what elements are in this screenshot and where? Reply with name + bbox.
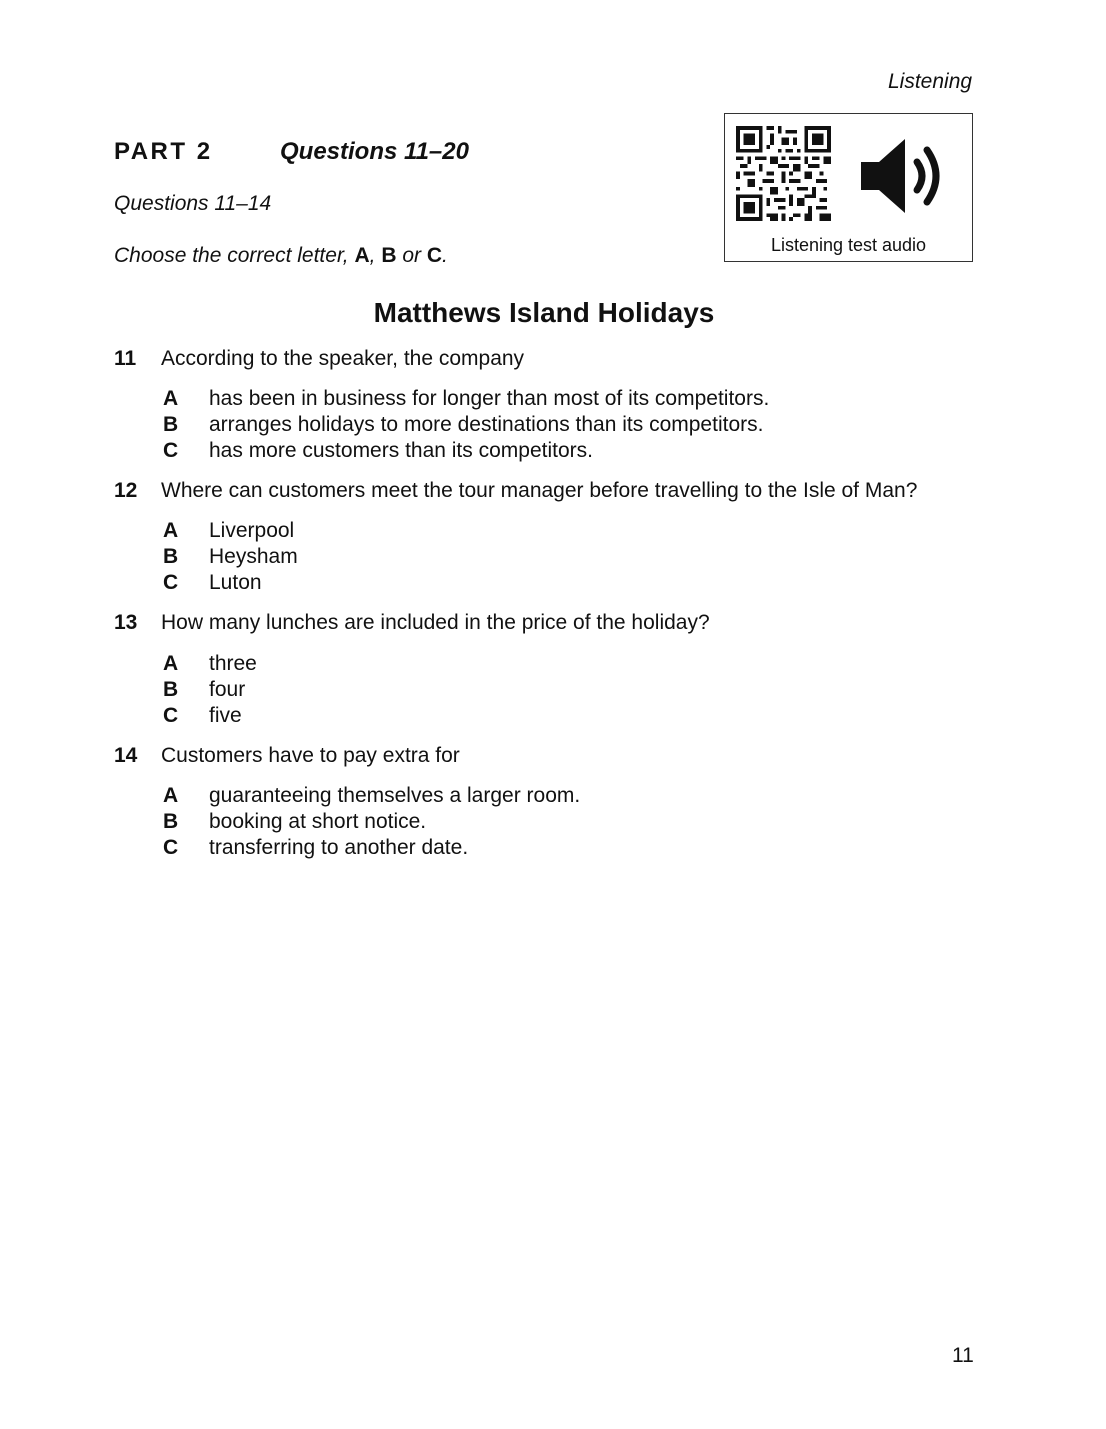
option-text: guaranteeing themselves a larger room. [209,784,581,807]
option-letter: B [163,678,179,701]
question-number: 12 [114,479,138,502]
option-letter: C [163,439,179,462]
option-letter: C [163,836,179,859]
option-text: Liverpool [209,519,295,542]
option-text: transferring to another date. [209,836,469,859]
option-text: has more customers than its competitors. [209,439,593,462]
section-label: Listening [888,70,973,93]
question-text: According to the speaker, the company [161,347,525,370]
option-text: Heysham [209,545,298,568]
option-text: five [209,704,242,727]
page-number: 11 [952,1344,974,1367]
option-text: four [209,678,246,701]
question-text: How many lunches are included in the price of the holiday? [161,611,710,634]
part-questions-range: Questions 11–20 [280,138,469,165]
speaker-icon[interactable] [859,134,943,218]
option-text: arranges holidays to more destinations than its competitors. [209,413,764,436]
option-letter: C [163,571,179,594]
option-text: booking at short notice. [209,810,427,833]
qr-code-icon[interactable] [736,126,831,221]
option-letter: B [163,545,179,568]
option-letter: A [163,784,179,807]
question-number: 13 [114,611,138,634]
option-letter: B [163,413,179,436]
instruction-letter-c: C [426,244,442,267]
instruction-comma: , [369,244,382,267]
question-text: Customers have to pay extra for [161,744,460,767]
option-text: three [209,652,257,675]
option-text: Luton [209,571,262,594]
instruction-letter-b: B [381,244,397,267]
question-number: 14 [114,744,138,767]
option-text: has been in business for longer than most of its competitors. [209,387,770,410]
option-letter: C [163,704,179,727]
instruction [114,244,448,268]
option-letter: B [163,810,179,833]
question-text: Where can customers meet the tour manager before travelling to the Isle of Man? [161,479,918,502]
questions-subrange: Questions 11–14 [114,192,272,215]
instruction-period: . [442,244,448,267]
page-title: Matthews Island Holidays [373,297,715,328]
instruction-letter-a: A [354,244,370,267]
option-letter: A [163,519,179,542]
option-letter: A [163,652,179,675]
instruction-prefix: Choose the correct letter, [114,244,355,267]
audio-label: Listening test audio [770,235,927,255]
audio-box[interactable] [724,113,973,262]
instruction-or: or [396,244,427,267]
part-label: PART 2 [114,138,213,165]
question-number: 11 [114,347,137,370]
option-letter: A [163,387,179,410]
